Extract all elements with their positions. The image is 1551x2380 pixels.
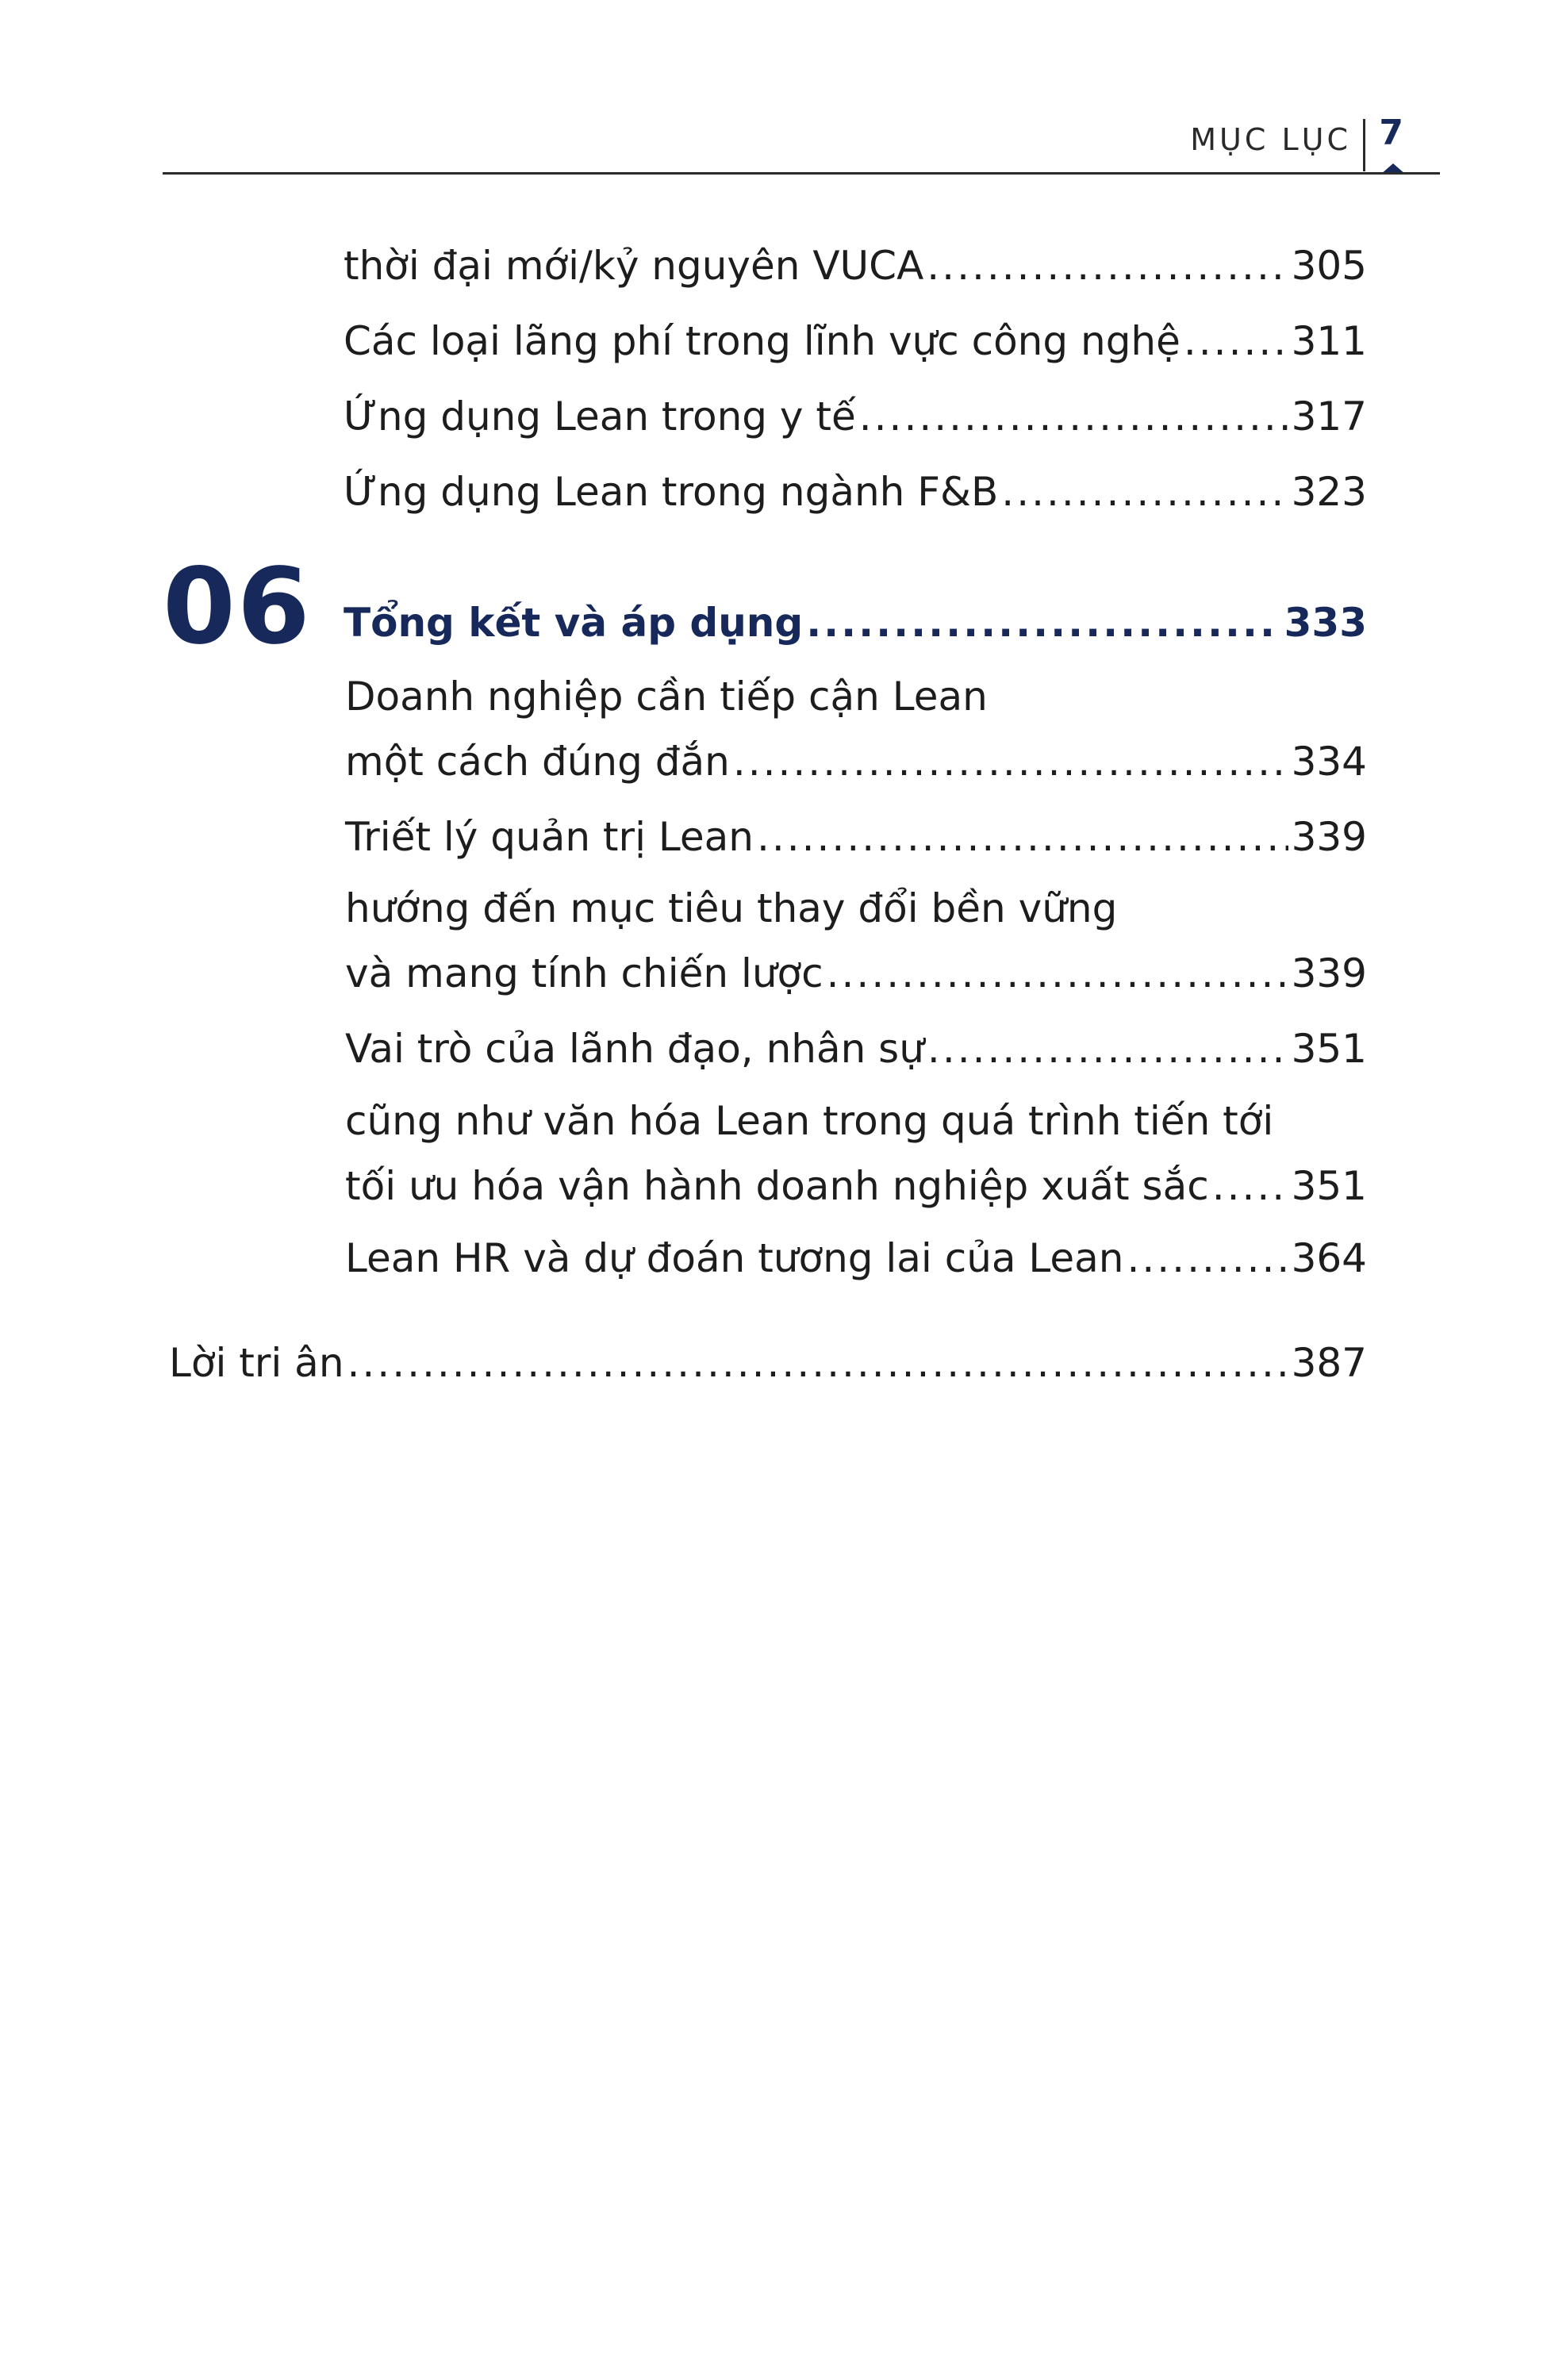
toc-entry[interactable]	[344, 468, 1367, 516]
toc-entry-line1: Doanh nghiệp cần tiếp cận Lean	[345, 674, 988, 720]
acknowledgement-title: Lời tri ân	[169, 1340, 344, 1386]
toc-entry-title: Các loại lãng phí trong lĩnh vực công nghệ	[344, 318, 1181, 364]
toc-leader-dots	[806, 599, 1280, 647]
header-rule	[163, 172, 1440, 175]
toc-entry[interactable]	[345, 1162, 1367, 1210]
header-title: MỤC LỤC	[1190, 122, 1351, 157]
toc-entry[interactable]	[344, 393, 1367, 440]
toc-leader-dots	[1184, 317, 1288, 365]
toc-entry-page: 334	[1291, 739, 1367, 785]
toc-leader-dots	[757, 813, 1288, 861]
toc-entry-page: 351	[1291, 1163, 1367, 1209]
toc-entry[interactable]	[345, 1025, 1367, 1073]
toc-entry[interactable]	[345, 738, 1367, 785]
chapter-number: 06	[163, 546, 312, 668]
toc-leader-dots	[827, 950, 1288, 997]
toc-leader-dots	[927, 1025, 1288, 1073]
toc-leader-dots	[1212, 1162, 1288, 1210]
toc-entry-page: 305	[1291, 243, 1367, 289]
acknowledgement-page: 387	[1291, 1340, 1367, 1386]
toc-entry-page: 351	[1291, 1026, 1367, 1072]
toc-entry[interactable]	[345, 950, 1367, 997]
toc-entry[interactable]	[344, 242, 1367, 290]
toc-entry[interactable]	[345, 1234, 1367, 1282]
toc-entry[interactable]	[345, 813, 1367, 861]
chapter-page: 333	[1284, 600, 1367, 646]
toc-entry-page: 317	[1291, 393, 1367, 440]
toc-leader-dots	[733, 738, 1288, 785]
toc-leader-dots	[347, 1339, 1288, 1387]
toc-leader-dots	[859, 393, 1288, 440]
toc-entry[interactable]	[344, 317, 1367, 365]
page-header	[163, 111, 1440, 175]
toc-entry-page: 339	[1291, 950, 1367, 996]
toc-leader-dots	[927, 242, 1288, 290]
toc-leader-dots	[1001, 468, 1288, 516]
toc-entry-title: Ứng dụng Lean trong y tế	[344, 393, 856, 440]
toc-entry-title: và mang tính chiến lược	[345, 950, 823, 996]
chapter-title: Tổng kết và áp dụng	[344, 600, 804, 646]
toc-entry-title: thời đại mới/kỷ nguyên VUCA	[344, 243, 924, 289]
toc-entry-title: tối ưu hóa vận hành doanh nghiệp xuất sắc	[345, 1163, 1209, 1209]
acknowledgement-entry[interactable]	[169, 1339, 1367, 1387]
toc-entry-line1: hướng đến mục tiêu thay đổi bền vững	[345, 885, 1118, 931]
header-separator	[1363, 119, 1365, 171]
toc-entry-page: 311	[1291, 318, 1367, 364]
toc-entry-title: Ứng dụng Lean trong ngành F&B	[344, 469, 999, 515]
page-number: 7	[1379, 113, 1403, 153]
toc-entry-title: Vai trò của lãnh đạo, nhân sự	[345, 1026, 924, 1072]
toc-entry-title: một cách đúng đắn	[345, 739, 730, 785]
toc-leader-dots	[1127, 1234, 1288, 1282]
toc-entry-line1: cũng như văn hóa Lean trong quá trình tiến tới	[345, 1098, 1274, 1144]
toc-entry-page: 323	[1291, 469, 1367, 515]
toc-entry-page: 364	[1291, 1235, 1367, 1281]
toc-entry-page: 339	[1291, 814, 1367, 860]
toc-entry-title: Lean HR và dự đoán tương lai của Lean	[345, 1235, 1124, 1281]
chapter-title-entry[interactable]	[344, 599, 1367, 647]
toc-entry-title: Triết lý quản trị Lean	[345, 814, 754, 860]
